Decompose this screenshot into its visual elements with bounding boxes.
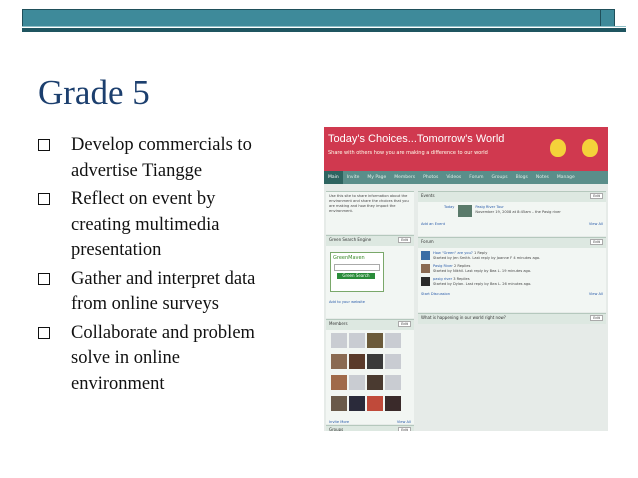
add-to-website-link[interactable]: Add to your website — [329, 300, 365, 304]
avatar[interactable] — [349, 333, 365, 348]
avatar[interactable] — [349, 354, 365, 369]
view-all-link[interactable]: View All — [588, 222, 603, 226]
view-all-link[interactable]: View All — [396, 420, 411, 424]
intro-panel — [326, 191, 414, 234]
avatar[interactable] — [385, 333, 401, 348]
banner-title: Today's Choices...Tomorrow's World — [328, 133, 505, 145]
bullet-list — [38, 133, 300, 400]
avatar[interactable] — [367, 333, 383, 348]
slide-title: Grade 5 — [38, 73, 150, 112]
bullet-item: Reflect on event by creating multimedia presentation — [38, 187, 300, 264]
accent-line-light — [22, 26, 626, 27]
nav-groups[interactable]: Groups — [491, 175, 508, 180]
user-avatar-icon — [421, 264, 430, 273]
add-event-link[interactable]: Add an Event — [421, 222, 446, 226]
panel-header: Green Search Engine Edit — [326, 236, 414, 246]
edit-button[interactable]: Edit — [590, 315, 603, 321]
nav-videos[interactable]: Videos — [446, 175, 462, 180]
start-discussion-link[interactable]: Start Discussion — [421, 292, 451, 296]
avatar[interactable] — [331, 333, 347, 348]
nav-notes[interactable]: Notes — [535, 175, 549, 180]
nav-blogs[interactable]: Blogs — [515, 175, 528, 180]
chick-icon — [550, 139, 566, 157]
chick-icon — [582, 139, 598, 157]
edit-button[interactable]: Edit — [398, 427, 411, 431]
forum-post: pasig river 3 Replies Started by Dylan. Last reply by Bea L. 26 minutes ago. — [421, 277, 603, 287]
forum-footer — [418, 290, 606, 299]
checkbox-bullet-icon — [38, 193, 50, 205]
user-avatar-icon — [421, 277, 430, 286]
edit-button[interactable]: Edit — [398, 237, 411, 243]
banner-subtitle: Share with others how you are making a difference to our world — [328, 150, 488, 156]
avatar[interactable] — [385, 354, 401, 369]
edit-button[interactable]: Edit — [590, 193, 603, 199]
bullet-item: Gather and interpret data from online surveys — [38, 267, 300, 318]
bullet-item: Collaborate and problem solve in online environment — [38, 321, 300, 398]
nav-my-page[interactable]: My Page — [367, 175, 387, 180]
forum-panel — [418, 237, 606, 312]
forum-post: Pasig River 2 Replies Started by Nikhil. Last reply by Bea L. 19 minutes ago. — [421, 264, 603, 274]
events-footer — [418, 220, 606, 229]
green-search-panel — [326, 235, 414, 318]
intro-text: Use this site to share information about the environment and share the choices that you are making and how they impact the environment. — [329, 194, 409, 213]
panel-header: Events Edit — [418, 192, 606, 202]
greenmaven-widget — [330, 252, 384, 292]
avatar[interactable] — [385, 375, 401, 390]
forum-post: How "Green" are you? 1 Reply Started by Jen Smith. Last reply by Joanne F 4 minutes ago. — [421, 251, 603, 261]
event-title[interactable]: Pasig River Tour — [475, 205, 504, 209]
view-all-link[interactable]: View All — [588, 292, 603, 296]
avatar[interactable] — [331, 396, 347, 411]
event-date: November 19, 2008 at 8:45am – the Pasig river — [475, 210, 561, 214]
avatar[interactable] — [367, 354, 383, 369]
accent-square — [600, 9, 615, 27]
nav-manage[interactable]: Manage — [556, 175, 575, 180]
checkbox-bullet-icon — [38, 327, 50, 339]
top-accent-bar — [22, 9, 615, 27]
nav-photos[interactable]: Photos — [423, 175, 439, 180]
site-banner — [324, 127, 608, 171]
nav-invite[interactable]: Invite — [346, 175, 360, 180]
checkbox-bullet-icon — [38, 139, 50, 151]
panel-header: Members Edit — [326, 320, 414, 330]
edit-button[interactable]: Edit — [590, 239, 603, 245]
nav-forum[interactable]: Forum — [469, 175, 484, 180]
site-nav — [324, 171, 608, 184]
edit-button[interactable]: Edit — [398, 321, 411, 327]
user-avatar-icon — [421, 251, 430, 260]
search-input[interactable] — [334, 264, 380, 271]
event-day[interactable]: Today — [444, 205, 455, 209]
avatar[interactable] — [331, 354, 347, 369]
events-panel — [418, 191, 606, 236]
website-screenshot — [324, 127, 608, 431]
member-avatars — [326, 330, 414, 418]
nav-main[interactable]: Main — [324, 171, 343, 184]
groups-panel — [326, 425, 414, 431]
panel-header: Forum Edit — [418, 238, 606, 248]
checkbox-bullet-icon — [38, 273, 50, 285]
avatar[interactable] — [385, 396, 401, 411]
accent-line — [22, 28, 626, 32]
invite-more-link[interactable]: Invite More — [329, 420, 350, 424]
nav-members[interactable]: Members — [394, 175, 416, 180]
avatar[interactable] — [349, 375, 365, 390]
happening-panel — [418, 313, 606, 324]
event-thumbnail[interactable] — [458, 205, 472, 217]
greenmaven-logo: GreenMaven — [333, 255, 365, 261]
bullet-item: Develop commercials to advertise Tiangge — [38, 133, 300, 184]
green-search-button[interactable]: Green Search — [337, 273, 375, 279]
avatar[interactable] — [367, 375, 383, 390]
members-panel — [326, 319, 414, 424]
panel-header: Groups Edit — [326, 426, 414, 431]
panel-header: What is happening in our world right now? Edit — [418, 314, 606, 324]
avatar[interactable] — [331, 375, 347, 390]
event-item — [444, 205, 603, 217]
avatar[interactable] — [349, 396, 365, 411]
avatar[interactable] — [367, 396, 383, 411]
